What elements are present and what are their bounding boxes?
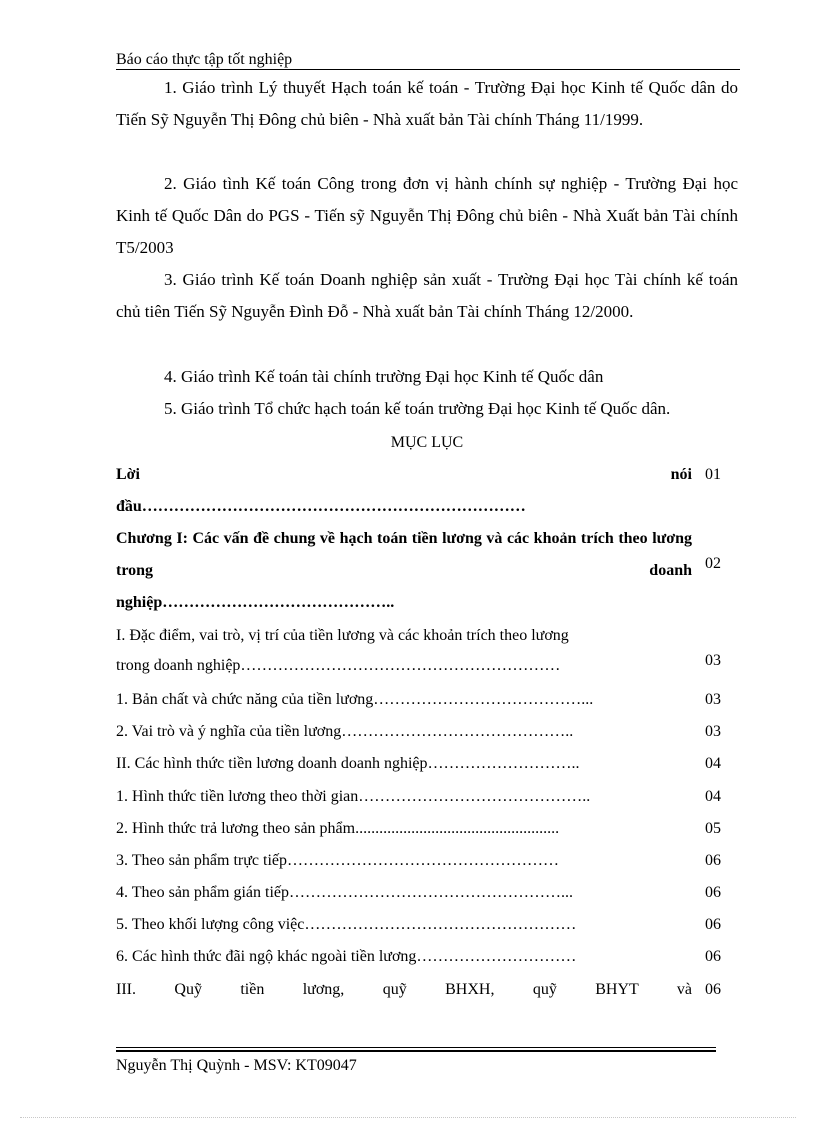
toc-entry-page: 06 [705, 852, 721, 869]
footer-rule [116, 1050, 716, 1052]
footer-rule [116, 1047, 716, 1048]
header-rule [116, 69, 740, 70]
toc-entry-page: 03 [705, 652, 721, 669]
toc-entry-dots: trong doanh nghiệp…………………………………………………… [116, 657, 561, 674]
toc-entry-text: 1. Hình thức tiền lương theo thời gian…………………………………….. [116, 788, 591, 805]
toc-entry-text: II. Các hình thức tiền lương doanh doanh nghiệp……………………….. [116, 755, 580, 772]
toc-entry-page: 06 [705, 884, 721, 901]
reference-item: 1. Giáo trình Lý thuyết Hạch toán kế toán - Trường Đại học Kinh tế Quốc dân do Tiến Sỹ Nguyễn Thị Đông chủ biên - Nhà xuất bản Tài chính Tháng 11/1999. [116, 78, 738, 129]
toc-entry-page: 03 [705, 723, 721, 740]
reference-item: 5. Giáo trình Tổ chức hạch toán kế toán trường Đại học Kinh tế Quốc dân. [164, 399, 671, 418]
toc-title: MỤC LỤC [390, 434, 464, 451]
toc-entry-page: 06 [705, 916, 721, 933]
toc-entry-page: 02 [705, 555, 721, 572]
toc-entry-text: 2. Vai trò và ý nghĩa của tiền lương…………………………………….. [116, 723, 574, 740]
toc-entry-text: 6. Các hình thức đãi ngộ khác ngoài tiền lương………………………… [116, 948, 577, 965]
toc-entry-page: 06 [705, 948, 721, 965]
running-footer: Nguyễn Thị Quỳnh - MSV: KT09047 [116, 1057, 357, 1074]
toc-entry-text: 4. Theo sản phẩm gián tiếp……………………………………………... [116, 884, 573, 901]
toc-entry-page: 01 [705, 466, 721, 483]
reference-item: 4. Giáo trình Kế toán tài chính trường Đại học Kinh tế Quốc dân [164, 367, 604, 386]
toc-entry-dots: đầu……………………………………………………………… [116, 498, 526, 515]
toc-entry-page: 04 [705, 755, 721, 772]
reference-item: 2. Giáo tình Kế toán Công trong đơn vị hành chính sự nghiệp - Trường Đại học Kinh tế Quốc Dân do PGS - Tiến sỹ Nguyễn Thị Đông chủ biên - Nhà Xuất bản Tài chính T5/2003 [116, 174, 738, 257]
page-bottom-edge [20, 1117, 796, 1118]
toc-entry-text: Chương I: Các vấn đề chung về hạch toán tiền lương và các khoản trích theo lương trong doanh [116, 530, 692, 579]
toc-entry-text: 2. Hình thức trả lương theo sản phẩm................................................... [116, 820, 560, 837]
reference-item: 3. Giáo trình Kế toán Doanh nghiệp sản xuất - Trường Đại học Tài chính kế toán chủ tiên Tiến Sỹ Nguyễn Đình Đỗ - Nhà xuất bản Tài chính Tháng 12/2000. [116, 270, 738, 321]
toc-entry-page: 04 [705, 788, 721, 805]
toc-entry-page: 03 [705, 691, 721, 708]
toc-entry-page: 06 [705, 981, 721, 998]
toc-entry-text: III. Quỹ tiền lương, quỹ BHXH, quỹ BHYT và [116, 981, 692, 998]
toc-entry-dots: nghiệp…………………………………….. [116, 594, 395, 611]
toc-entry-text: Lời nói [116, 466, 692, 483]
toc-entry-text: 3. Theo sản phẩm trực tiếp…………………………………………… [116, 852, 559, 869]
toc-entry-page: 05 [705, 820, 721, 837]
toc-entry-text: 5. Theo khối lượng công việc…………………………………………… [116, 916, 577, 933]
toc-entry-text: I. Đặc điểm, vai trò, vị trí của tiền lương và các khoản trích theo lương [116, 627, 569, 644]
toc-entry-text: 1. Bản chất và chức năng của tiền lương…………………………………... [116, 691, 594, 708]
running-header: Báo cáo thực tập tốt nghiệp [116, 51, 293, 68]
